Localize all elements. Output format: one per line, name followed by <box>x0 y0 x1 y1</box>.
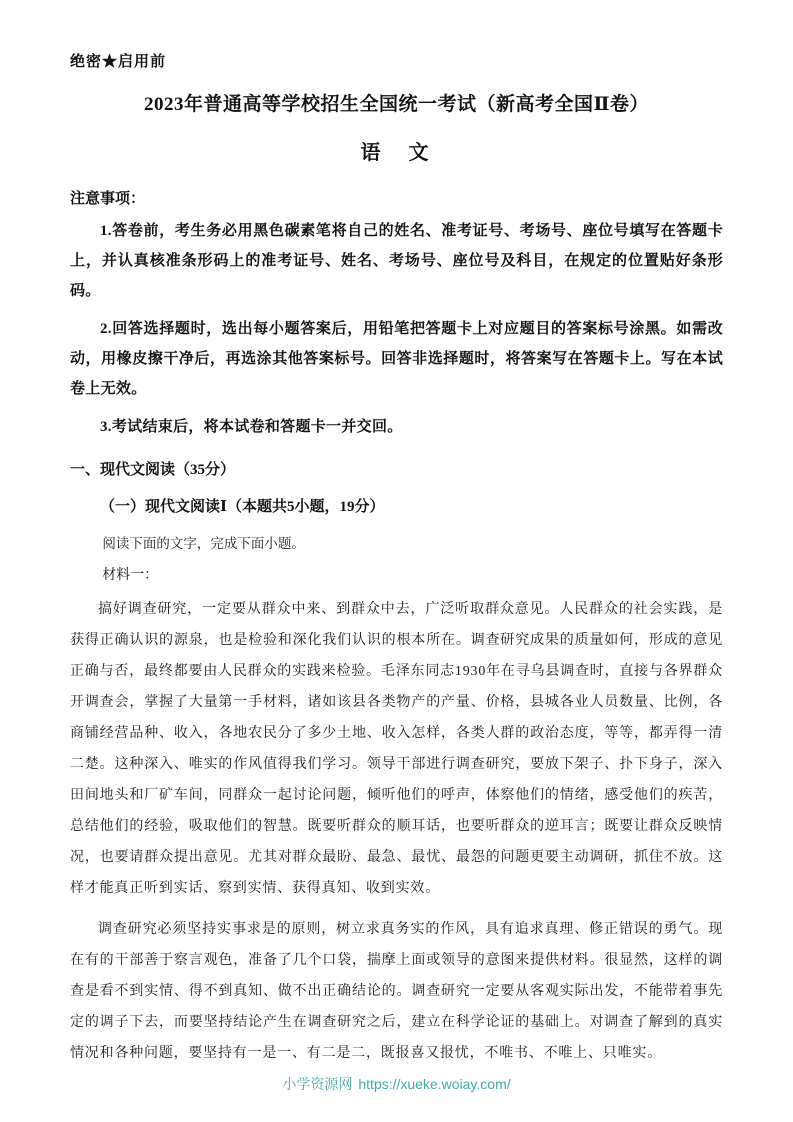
notice-item-1: 1.答卷前，考生务必用黑色碳素笔将自己的姓名、准考证号、考场号、座位号填写在答题卡上，并认真核准条形码上的准考证号、姓名、考场号、座位号及科目，在规定的位置贴好条形码。 <box>70 223 723 299</box>
exam-title: 2023年普通高等学校招生全国统一考试（新高考全国Ⅱ卷） <box>143 94 649 115</box>
subsection-heading: （一）现代文阅读Ⅰ（本题共5小题，19分） <box>100 499 385 515</box>
material-paragraph-2: 调查研究必须坚持实事求是的原则，树立求真务实的作风，具有追求真理、修正错误的勇气。现在有的干部善于察言观色，准备了几个口袋，揣摩上面或领导的意图来提供材料。很显然，这样的调查是看不到实情、得不到真知、做不出正确结论的。调查研究一定要从客观实际出发，不能带着事先定的调子下去，而要坚持结论产生在调查研究之后，建立在科学论证的基础上。对调查了解到的真实情况和各种问题，要坚持有一是一、有二是二，既报喜又报忧，不唯书、不唯上、只唯实。 <box>70 922 723 1061</box>
footer-site-name: 小学资源网 <box>282 1076 353 1092</box>
notice-item-3: 3.考试结束后，将本试卷和答题卡一并交回。 <box>100 419 403 435</box>
material-paragraph-1: 搞好调查研究，一定要从群众中来、到群众中去，广泛听取群众意见。人民群众的社会实践，是获得正确认识的源泉，也是检验和深化我们认识的根本所在。调查研究成果的质量如何，形成的意见正确与否，最终都要由人民群众的实践来检验。毛泽东同志1930年在寻乌县调查时，直接与各界群众开调查会，掌握了大量第一手材料，诸如该县各类物产的产量、价格，县城各业人员数量、比例，各商铺经营品种、收入，各地农民分了多少土地、收入怎样，各类人群的政治态度，等等，都弄得一清二楚。这种深入、唯实的作风值得我们学习。领导干部进行调查研究，要放下架子、扑下身子，深入田间地头和厂矿车间，同群众一起讨论问题，倾听他们的呼声，体察他们的情绪，感受他们的疾苦，总结他们的经验，吸取他们的智慧。既要听群众的顺耳话，也要听群众的逆耳言；既要让群众反映情况，也要请群众提出意见。尤其对群众最盼、最急、最忧、最怨的问题更要主动调研，抓住不放。这样才能真正听到实话、察到实情、获得真知、收到实效。 <box>70 602 723 896</box>
notice-item-2: 2.回答选择题时，选出每小题答案后，用铅笔把答题卡上对应题目的答案标号涂黑。如需改动，用橡皮擦干净后，再选涂其他答案标号。回答非选择题时，将答案写在答题卡上。写在本试卷上无效。 <box>70 321 723 397</box>
footer-site-url: https://xueke.woiay.com/ <box>358 1076 511 1092</box>
notice-heading: 注意事项： <box>70 191 146 207</box>
classification-label: 绝密★启用前 <box>70 54 167 70</box>
footer-watermark <box>0 1074 793 1094</box>
subject-title: 语 文 <box>360 142 433 164</box>
reading-instruction: 阅读下面的文字，完成下面小题。 <box>102 536 305 551</box>
material-label: 材料一： <box>102 568 159 583</box>
section-heading: 一、现代文阅读（35分） <box>70 462 236 478</box>
